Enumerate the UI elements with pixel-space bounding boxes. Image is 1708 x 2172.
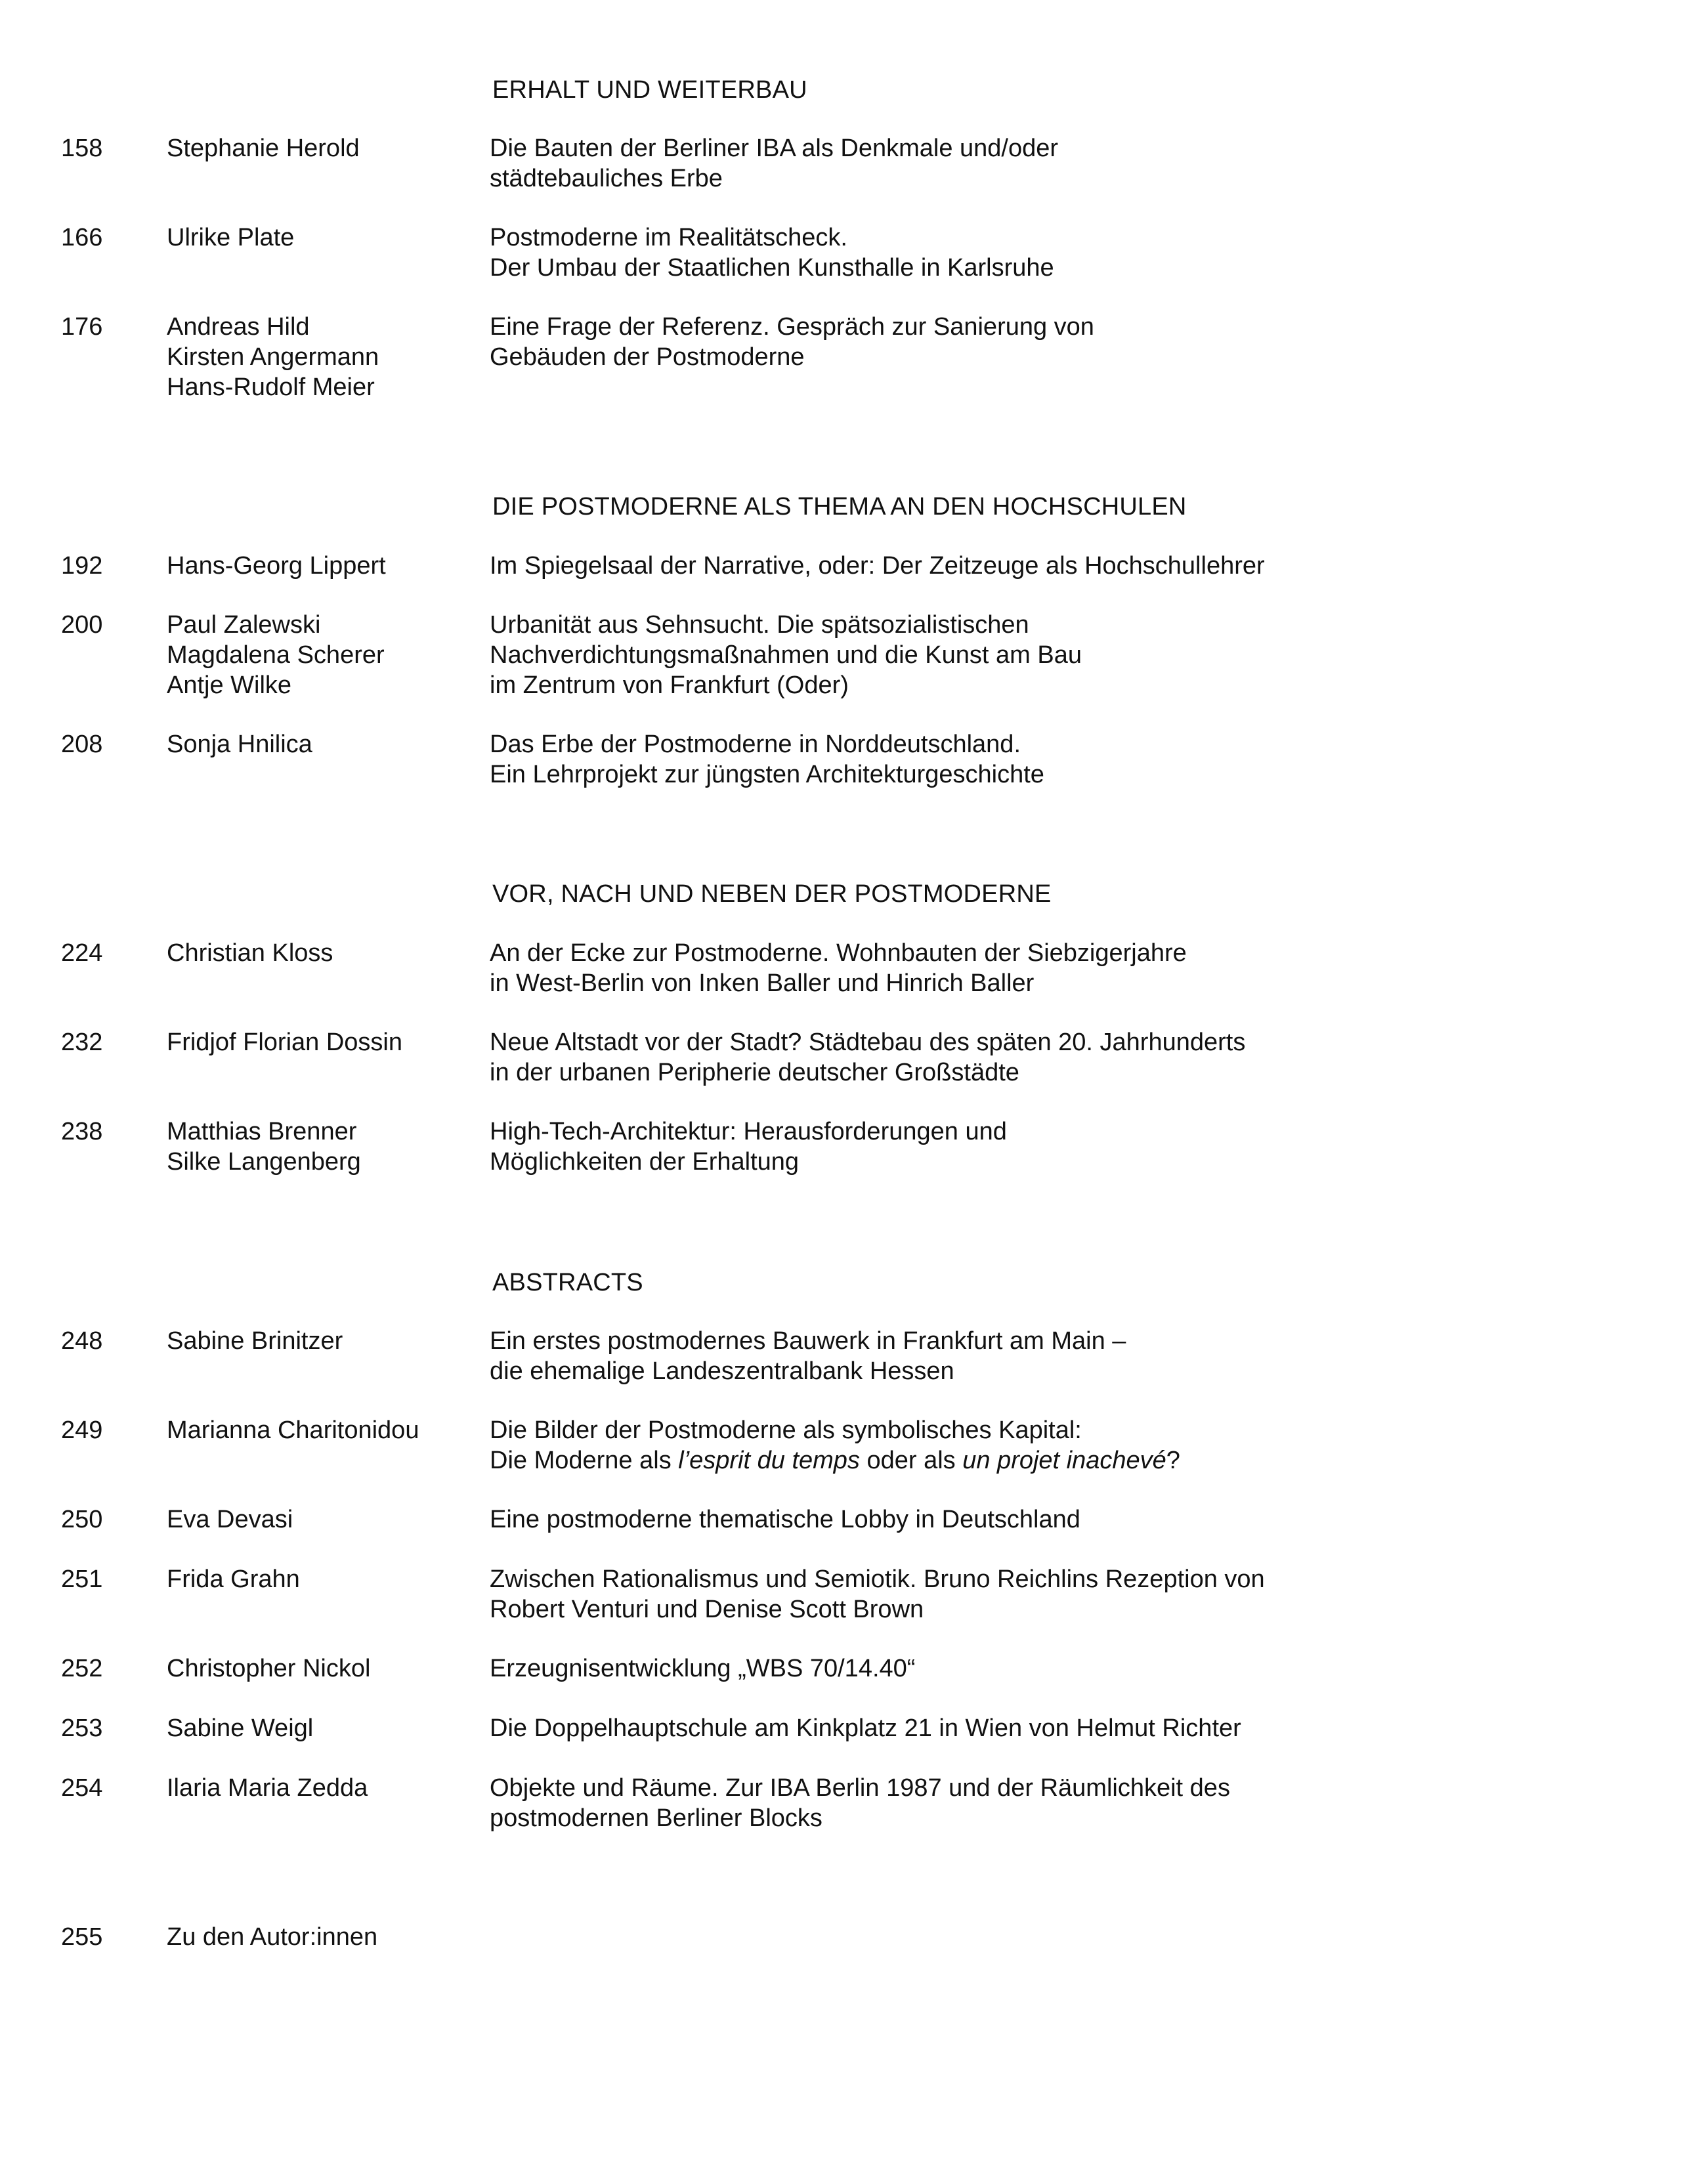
title-line: High-Tech-Architektur: Herausforderungen und (490, 1118, 1007, 1145)
page-number: 249 (61, 1416, 103, 1444)
title-text: ? (1166, 1447, 1180, 1474)
entry-title (490, 729, 1044, 790)
entry-title (490, 1564, 1265, 1625)
entry-title (490, 1773, 1230, 1833)
title-line: Im Spiegelsaal der Narrative, oder: Der Zeitzeuge als Hochschullehrer (490, 552, 1265, 580)
page-number: 251 (61, 1565, 103, 1593)
title-line: städtebauliches Erbe (490, 165, 723, 192)
section-heading: ABSTRACTS (492, 1269, 643, 1296)
author-name: Stephanie Herold (167, 135, 360, 162)
author-name: Hans-Rudolf Meier (167, 373, 375, 401)
page-number: 224 (61, 939, 103, 967)
section-heading: ERHALT UND WEITERBAU (492, 76, 807, 104)
entry-title (490, 1415, 1180, 1476)
entry-title (490, 610, 1082, 700)
author-name: Magdalena Scherer (167, 641, 385, 669)
authors (167, 551, 386, 581)
page-number: 208 (61, 731, 103, 758)
authors (167, 729, 312, 759)
page-number: 192 (61, 552, 103, 580)
authors (167, 1326, 343, 1356)
author-name: Christopher Nickol (167, 1655, 371, 1682)
closing-label-text: Zu den Autor:innen (167, 1923, 378, 1951)
page-number: 254 (61, 1774, 103, 1802)
title-line (490, 1445, 1180, 1476)
authors (167, 610, 385, 700)
page-number: 176 (61, 313, 103, 341)
title-line: Urbanität aus Sehnsucht. Die spätsozialistischen (490, 611, 1029, 639)
authors (167, 1117, 361, 1177)
title-line: in West-Berlin von Inken Baller und Hinrich Baller (490, 969, 1035, 997)
authors (167, 133, 360, 163)
page-number: 248 (61, 1327, 103, 1355)
title-line: Zwischen Rationalismus und Semiotik. Bruno Reichlins Rezeption von (490, 1565, 1265, 1593)
page-number: 232 (61, 1029, 103, 1056)
entry-title (490, 1653, 915, 1684)
title-line: Robert Venturi und Denise Scott Brown (490, 1596, 924, 1623)
title-line: Die Doppelhauptschule am Kinkplatz 21 in Wien von Helmut Richter (490, 1714, 1241, 1742)
authors (167, 1504, 293, 1535)
title-line: postmodernen Berliner Blocks (490, 1804, 822, 1832)
closing-label (167, 1922, 377, 1952)
title-italic: un projet inachevé (962, 1447, 1166, 1474)
page-number: 253 (61, 1714, 103, 1742)
author-name: Antje Wilke (167, 671, 292, 699)
title-italic: l’esprit du temps (678, 1447, 860, 1474)
authors (167, 223, 294, 253)
author-name: Frida Grahn (167, 1565, 300, 1593)
authors (167, 1415, 419, 1445)
authors (167, 1564, 300, 1594)
entry-title (490, 1027, 1245, 1088)
author-name: Ulrike Plate (167, 224, 295, 251)
title-line: Eine postmoderne thematische Lobby in Deutschland (490, 1506, 1080, 1533)
entry-title (490, 223, 1054, 283)
authors (167, 1713, 313, 1743)
entry-title (490, 133, 1058, 194)
author-name: Marianna Charitonidou (167, 1416, 419, 1444)
title-line: Die Bauten der Berliner IBA als Denkmale und/oder (490, 135, 1059, 162)
author-name: Sabine Brinitzer (167, 1327, 343, 1355)
title-line: Objekte und Räume. Zur IBA Berlin 1987 und der Räumlichkeit des (490, 1774, 1230, 1802)
title-line: Nachverdichtungsmaßnahmen und die Kunst am Bau (490, 641, 1082, 669)
entry-title (490, 1713, 1241, 1743)
title-line: Das Erbe der Postmoderne in Norddeutschland. (490, 731, 1021, 758)
title-line: Möglichkeiten der Erhaltung (490, 1148, 800, 1176)
author-name: Sabine Weigl (167, 1714, 314, 1742)
title-line: Erzeugnisentwicklung „WBS 70/14.40“ (490, 1655, 916, 1682)
author-name: Andreas Hild (167, 313, 310, 341)
authors (167, 1773, 368, 1803)
page-number: 158 (61, 135, 103, 162)
title-line: Ein Lehrprojekt zur jüngsten Architekturgeschichte (490, 761, 1044, 788)
title-text: oder als (859, 1447, 963, 1474)
section-heading: DIE POSTMODERNE ALS THEMA AN DEN HOCHSCHULEN (492, 493, 1187, 521)
author-name: Ilaria Maria Zedda (167, 1774, 368, 1802)
page-number: 166 (61, 224, 103, 251)
page-number: 200 (61, 611, 103, 639)
author-name: Sonja Hnilica (167, 731, 312, 758)
section-heading: VOR, NACH UND NEBEN DER POSTMODERNE (492, 880, 1052, 908)
entry-title (490, 1504, 1080, 1535)
page-number: 238 (61, 1118, 103, 1145)
author-name: Kirsten Angermann (167, 343, 379, 371)
entry-title (490, 551, 1265, 581)
title-line: in der urbanen Peripherie deutscher Großstädte (490, 1059, 1019, 1086)
authors (167, 1027, 402, 1057)
title-line: Ein erstes postmodernes Bauwerk in Frankfurt am Main – (490, 1327, 1126, 1355)
page-number: 255 (61, 1923, 103, 1951)
authors (167, 312, 379, 402)
title-line: Der Umbau der Staatlichen Kunsthalle in Karlsruhe (490, 254, 1054, 282)
page-number: 250 (61, 1506, 103, 1533)
authors (167, 1653, 370, 1684)
author-name: Fridjof Florian Dossin (167, 1029, 402, 1056)
author-name: Eva Devasi (167, 1506, 293, 1533)
title-line: An der Ecke zur Postmoderne. Wohnbauten der Siebzigerjahre (490, 939, 1187, 967)
entry-title (490, 938, 1187, 998)
title-line: im Zentrum von Frankfurt (Oder) (490, 671, 849, 699)
page-number: 252 (61, 1655, 103, 1682)
author-name: Silke Langenberg (167, 1148, 361, 1176)
author-name: Paul Zalewski (167, 611, 321, 639)
author-name: Christian Kloss (167, 939, 333, 967)
title-line: Neue Altstadt vor der Stadt? Städtebau des späten 20. Jahrhunderts (490, 1029, 1246, 1056)
entry-title (490, 1326, 1126, 1386)
title-line: Postmoderne im Realitätscheck. (490, 224, 847, 251)
title-line: Gebäuden der Postmoderne (490, 343, 805, 371)
title-line: Eine Frage der Referenz. Gespräch zur Sanierung von (490, 313, 1094, 341)
entry-title (490, 1117, 1007, 1177)
title-line: die ehemalige Landeszentralbank Hessen (490, 1357, 954, 1385)
entry-title (490, 312, 1094, 372)
title-text: Die Moderne als (490, 1447, 679, 1474)
authors (167, 938, 333, 968)
author-name: Matthias Brenner (167, 1118, 357, 1145)
title-line: Die Bilder der Postmoderne als symbolisches Kapital: (490, 1416, 1082, 1444)
author-name: Hans-Georg Lippert (167, 552, 386, 580)
